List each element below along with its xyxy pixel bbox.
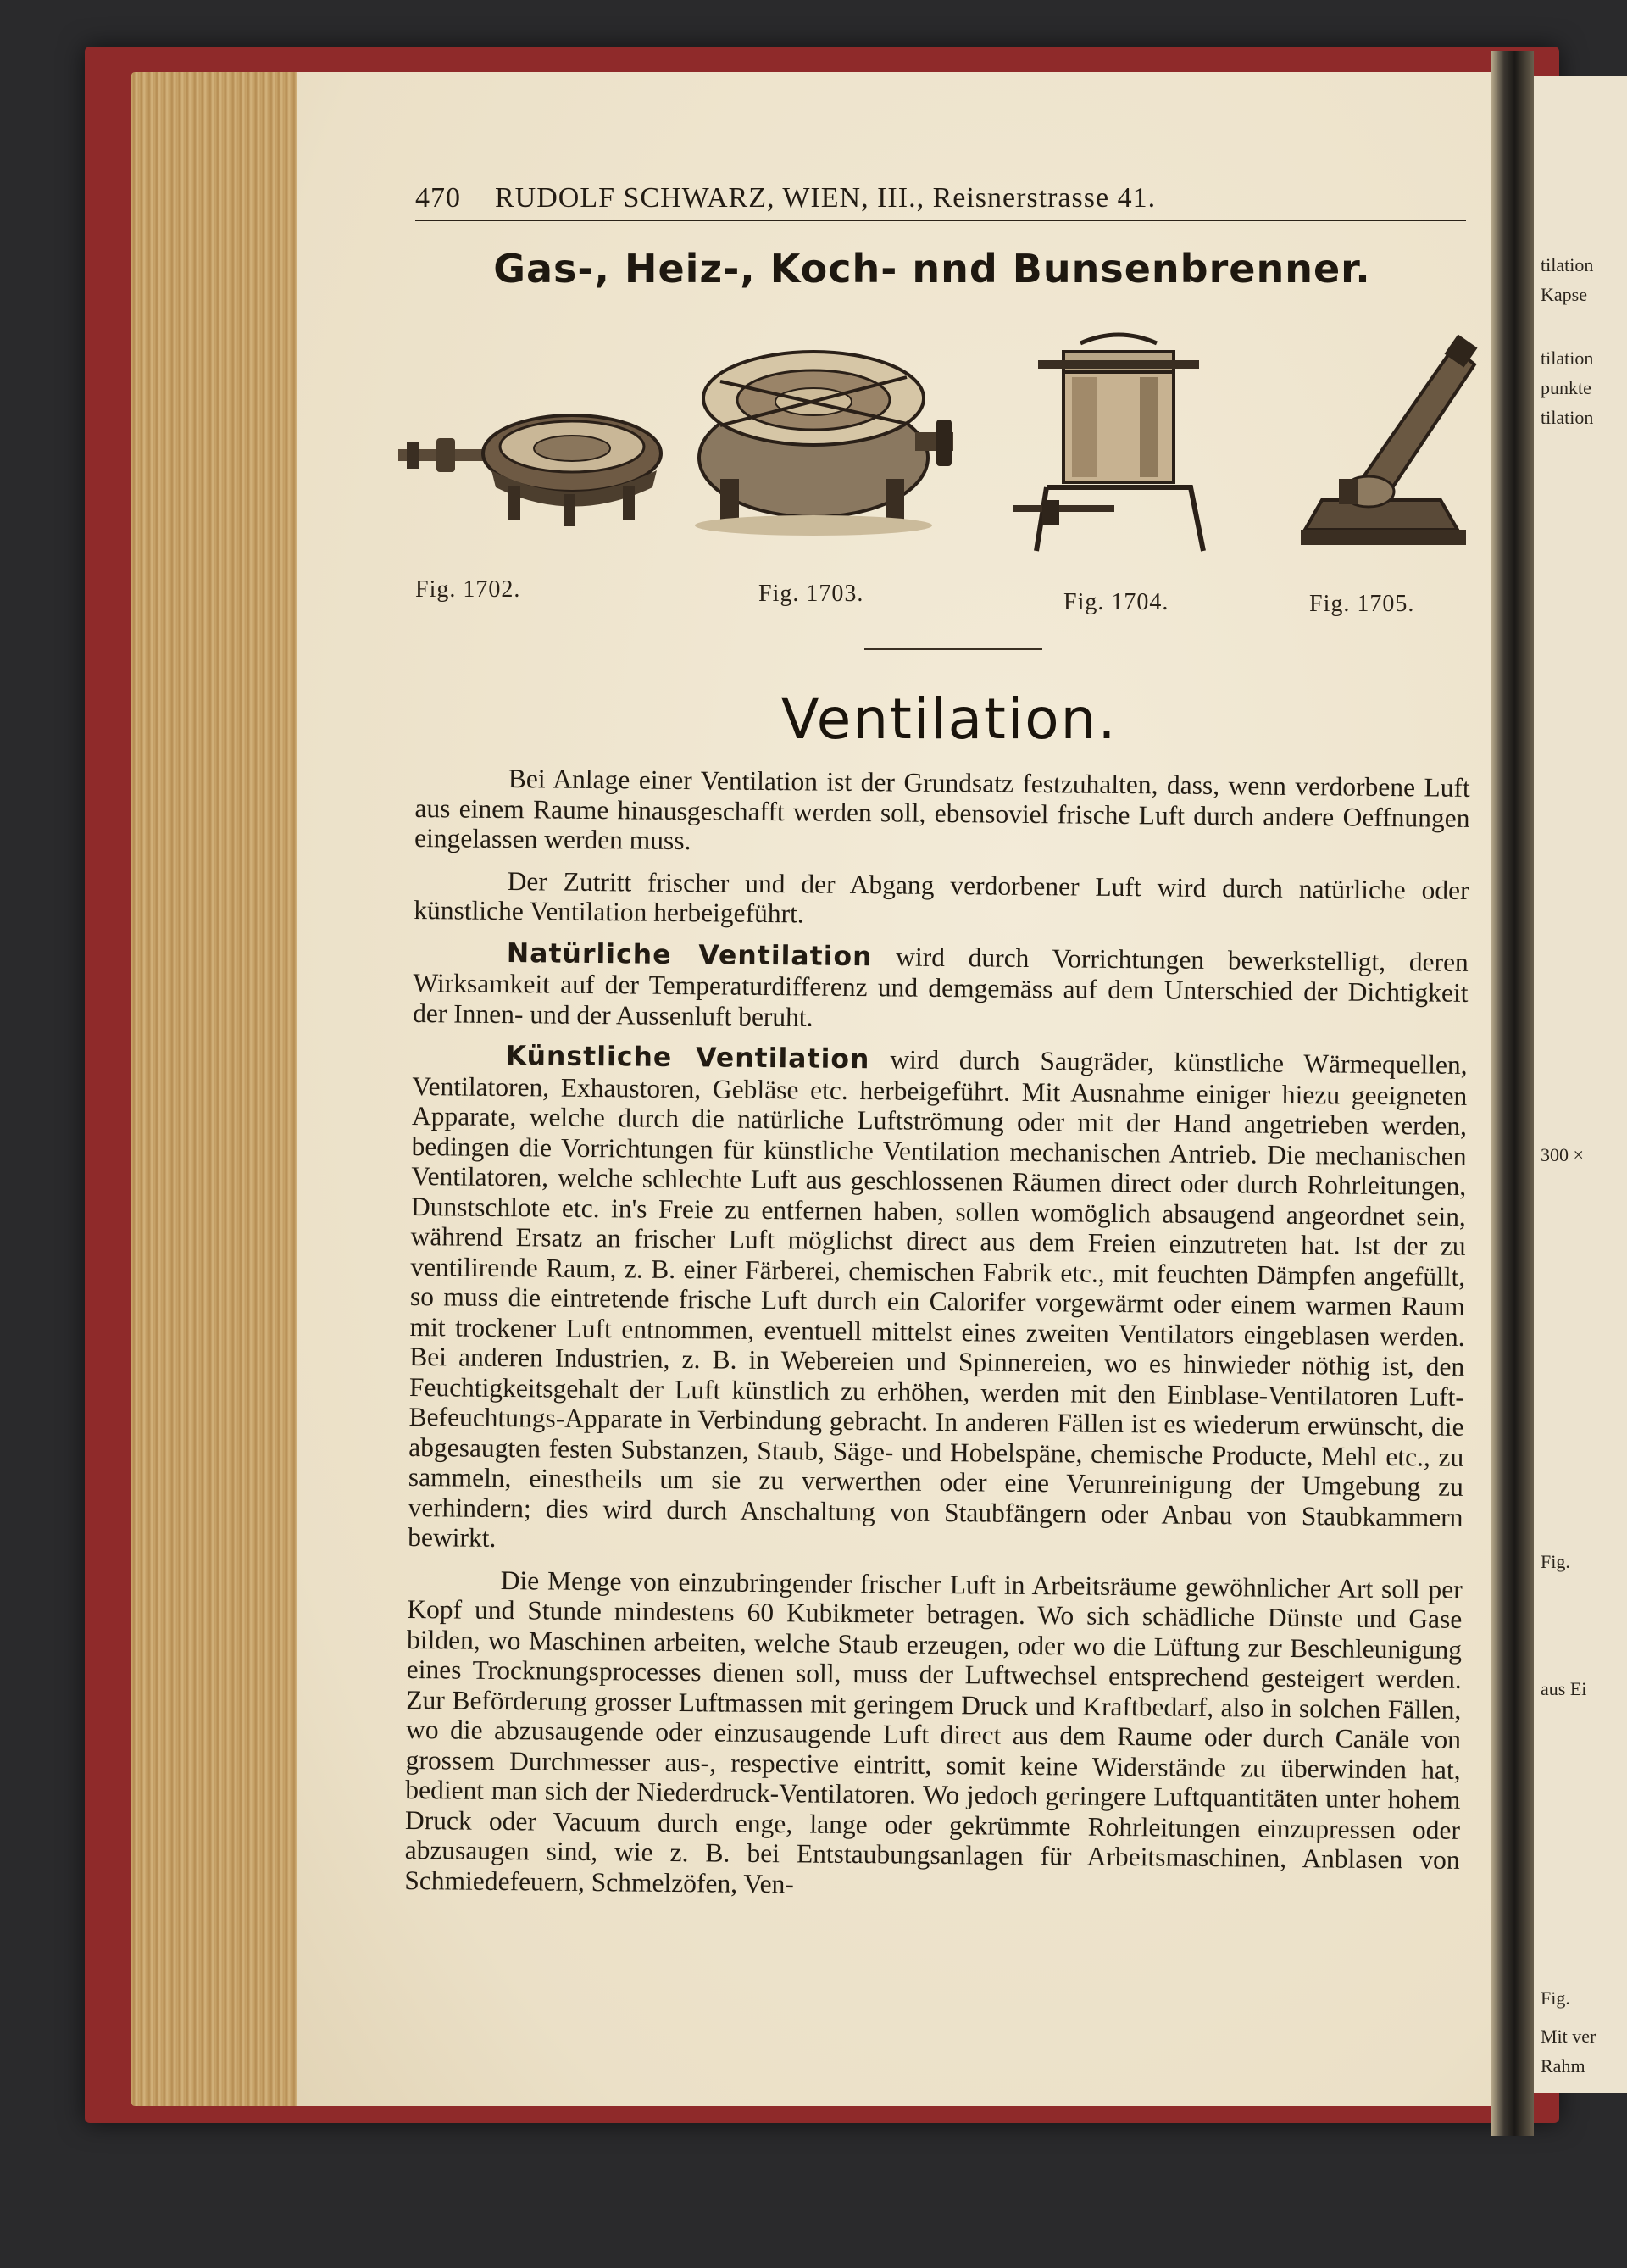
paragraph-text: wird durch Vorrichtungen bewerkstelligt, deren Wirksamkeit auf der Temperaturdifferenz und demgemäss auf dem Unterschied der Dichtigkeit der Innen- und der Aussenluft beruht. (413, 941, 1469, 1032)
figure-1703 (686, 331, 958, 564)
page-edges (131, 72, 301, 2106)
pot-cooker-icon (1013, 318, 1216, 564)
running-head-text: RUDOLF SCHWARZ, WIEN, III., Reisnerstrasse 41. (495, 182, 1157, 214)
paragraph (413, 937, 1469, 1037)
double-ring-burner-icon (686, 331, 958, 559)
running-head (415, 182, 1466, 221)
figure-1704 (1013, 318, 1216, 568)
facing-page-text: Kapse (1541, 284, 1587, 305)
book-page (297, 72, 1491, 2106)
figure-caption: Fig. 1705. (1309, 591, 1415, 617)
facing-page-text: Rahm (1541, 2055, 1585, 2076)
bunsen-burner-icon (1288, 318, 1483, 564)
paragraph-text: Die Menge von einzubringender frischer Luft in Arbeitsräume gewöhnlicher Art soll per Kopf und Stunde mindestens 60 Kubikmeter betragen. Wo sich schädliche Dünste und Gase bilden, wo Maschinen arbeiten, welche Staub erzeugen, oder wo die Lüftung zur Beschleunigung eines Trocknungsprocesses dienen soll, muss der Luftwechsel entsprechend gesteigert werden. Zur Beförderung grosser Luftmassen mit geringem Druck und Kraftbedarf, also in solchen Fällen, wo die abzusaugende oder einzusaugende Luft direct aus dem Raume oder durch Canäle von grossem Durchmesser aus-, respective eintritt, somit keine Widerstände zu überwinden hat, bedient man sich der Niederdruck-Ventilatoren. Wo jedoch geringere Luftquantitäten unter hohem Druck oder Vacuum durch enge, lange oder gekrümmte Rohrleitungen einzupressen oder abzusaugen sind, wie z. B. bei Entstaubungsanlagen für Arbeitsmaschinen, Anblasen von Schmiedefeuern, Schmelzöfen, Ven- (404, 1565, 1463, 1898)
figure-1705 (1288, 318, 1483, 568)
section-divider (864, 648, 1042, 650)
page-number: 470 (415, 182, 461, 214)
ring-burner-icon (390, 386, 669, 538)
body-text (404, 763, 1470, 1917)
figure-caption: Fig. 1703. (758, 581, 864, 607)
facing-page-text: Mit ver (1541, 2026, 1596, 2047)
page-title: Ventilation. (780, 687, 1118, 752)
facing-page-text: tilation (1541, 254, 1594, 275)
paragraph-lead: Künstliche Ventilation (505, 1041, 870, 1076)
facing-page-text: aus Ei (1541, 1678, 1587, 1699)
figure-caption: Fig. 1704. (1063, 589, 1169, 615)
paragraph (404, 1564, 1463, 1904)
section-heading: Gas-, Heiz-, Koch- nnd Bunsenbrenner. (493, 246, 1371, 292)
paragraph-text: Bei Anlage einer Ventilation ist der Grundsatz festzuhalten, dass, wenn verdorbene Luft aus einem Raume hinausgeschafft werden soll, ebensoviel frische Luft durch andere Oeffnungen eingelassen werden muss. (414, 764, 1470, 856)
facing-page-text: Fig. (1541, 1551, 1570, 1572)
figure-caption: Fig. 1702. (415, 576, 521, 603)
book-gutter (1491, 51, 1534, 2136)
paragraph (414, 763, 1470, 863)
paragraph (408, 1040, 1468, 1562)
paragraph-text: Der Zutritt frischer und der Abgang verdorbener Luft wird durch natürliche oder künstliche Ventilation herbeigeführt. (414, 865, 1469, 929)
paragraph-lead: Natürliche Ventilation (506, 937, 873, 972)
facing-page-text: tilation (1541, 407, 1594, 428)
facing-page-text: Fig. (1541, 1987, 1570, 2009)
facing-page-text: punkte (1541, 377, 1591, 398)
paragraph-text: wird durch Saugräder, künstliche Wärmequellen, Ventilatoren, Exhaustoren, Gebläse etc. herbeigeführt. Mit Ausnahme einiger hiezu geeigneten Apparate, welche durch die natürliche Luftströmung oder mit der Hand angetrieben werden, bedingen die Vorrichtungen für künstliche Ventilation mechanischen Antrieb. Die mechanischen Ventilatoren, welche schlechte Luft aus geschlossenen Räumen direct oder durch Rohrleitungen, Dunstschlote etc. in's Freie zu entfernen haben, sollen womöglich absaugend angeordnet sein, während Ersatz an frischer Luft möglichst direct aus dem Freien einzutreten hat. Ist der zu ventilirende Raum, z. B. einer Färberei, chemischen Fabrik etc., mit feuchten Dämpfen angefüllt, so muss die eintretende frische Luft durch ein Calorifer vorgewärmt oder einem warmen Raum mit trockener Luft entnommen, eventuell mittelst eines zweiten Ventilators eingeblasen werden. Bei anderen Industrien, z. B. in Webereien und Spinnereien, wo es hinwieder nöthig ist, den Feuchtigkeitsgehalt der Luft künstlich zu erhöhen, werden mit den Einblase-Ventilatoren Luft-Befeuchtungs-Apparate in Verbindung gebracht. In anderen Fällen ist es wiederum erwünscht, die abgesaugten festen Substanzen, Staub, Säge- und Hobelspäne, chemische Producte, Mehl etc., zu sammeln, einestheils um sie zu verwerthen oder eine Verunreinigung der Umgebung zu verhindern; dies wird durch Anschaltung von Staubfängern oder Anbau von Staubkammern bewirkt. (408, 1044, 1468, 1553)
facing-page-edge (1534, 76, 1627, 2093)
facing-page-text: 300 × (1541, 1144, 1584, 1165)
paragraph (414, 864, 1469, 935)
figure-1702 (390, 386, 669, 542)
facing-page-text: tilation (1541, 347, 1594, 369)
